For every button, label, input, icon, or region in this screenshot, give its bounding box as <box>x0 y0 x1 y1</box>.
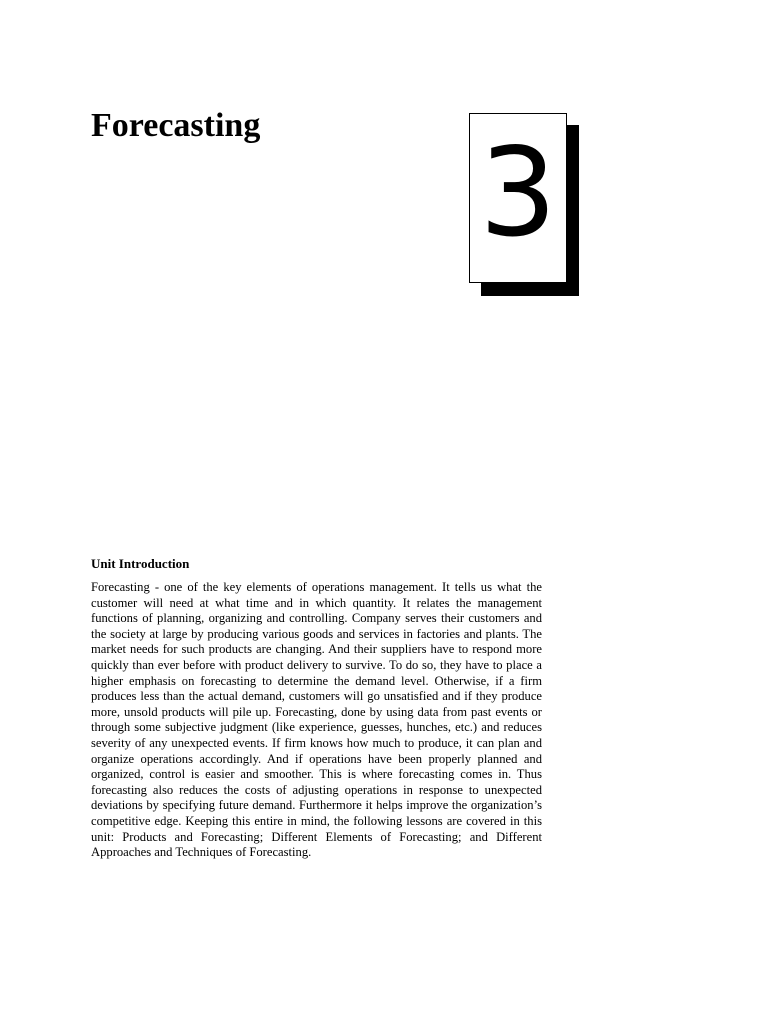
badge-box <box>469 113 567 283</box>
section-heading: Unit Introduction <box>91 556 190 571</box>
chapter-number: 3 <box>479 122 557 264</box>
chapter-title: Forecasting <box>91 107 261 144</box>
intro-paragraph: Forecasting - one of the key elements of operations management. It tells us what the customer will need at what time and in which quantity. It relates the management functions of planning, organizing and controlling. Company serves their customers and the society at large by producing various goods and services in factories and plants. The market needs for such products are changing. And their suppliers have to respond more quickly than ever before with product delivery to survive. To do so, they have to place a higher emphasis on forecasting to determine the demand level. Otherwise, if a firm produces less than the actual demand, customers will go unsatisfied and if they produce more, unsold products will pile up. Forecasting, done by using data from past events or through some subjective judgment (like experience, guesses, hunches, etc.) and reduces severity of any unexpected events. If firm knows how much to produce, it can plan and organize operations accordingly. And if operations have been properly planned and organized, control is easier and smoother. This is where forecasting comes in. Thus forecasting also reduces the costs of adjusting operations in response to unexpected deviations by specifying future demand. Furthermore it helps improve the organization’s competitive edge. Keeping this entire in mind, the following lessons are covered in this unit: Products and Forecasting; Different Elements of Forecasting; and Different Approaches and Techniques of Forecasting. <box>91 580 542 860</box>
chapter-number-badge <box>469 113 579 296</box>
